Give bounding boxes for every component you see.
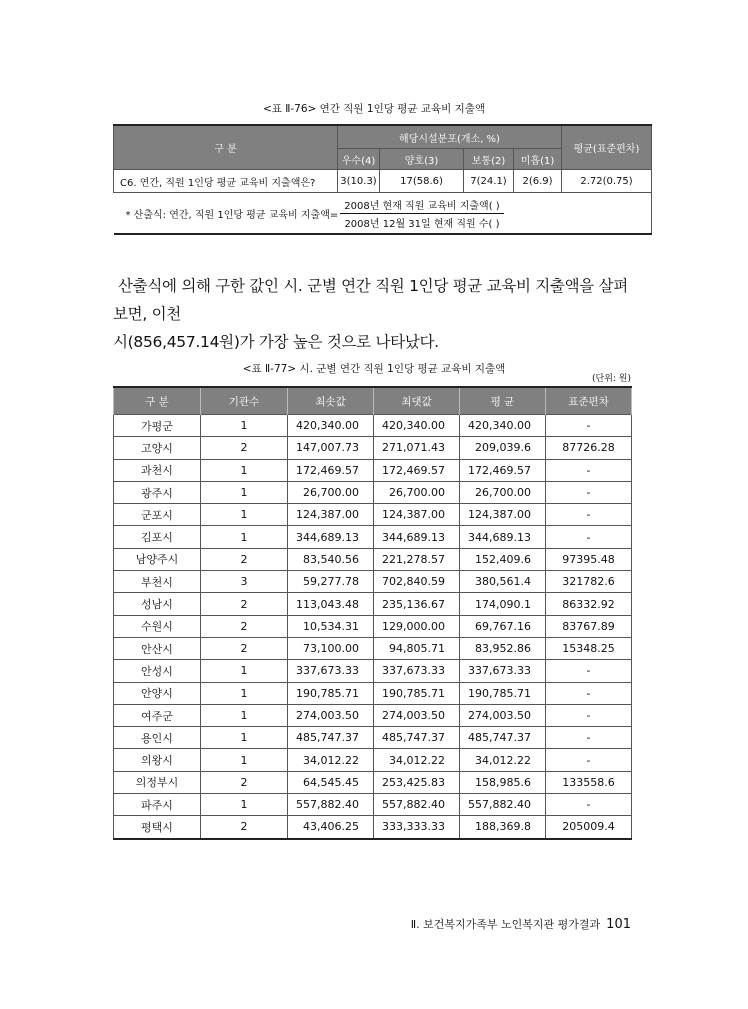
cell-region: 군포시 — [114, 504, 201, 526]
cell-min: 43,406.25 — [288, 816, 374, 839]
table76-value: 3(10.3) — [338, 170, 380, 193]
cell-sd: - — [546, 727, 632, 749]
table-row — [114, 749, 632, 771]
cell-count: 1 — [201, 794, 288, 816]
cell-count: 1 — [201, 682, 288, 704]
cell-min: 485,747.37 — [288, 727, 374, 749]
cell-sd: 133558.6 — [546, 771, 632, 793]
cell-region: 의정부시 — [114, 771, 201, 793]
cell-count: 2 — [201, 637, 288, 659]
cell-mean: 344,689.13 — [460, 526, 546, 548]
cell-max: 94,805.71 — [374, 637, 460, 659]
cell-count: 1 — [201, 504, 288, 526]
cell-mean: 158,985.6 — [460, 771, 546, 793]
cell-count: 1 — [201, 415, 288, 437]
cell-mean: 337,673.33 — [460, 660, 546, 682]
table-row — [114, 771, 632, 793]
cell-min: 420,340.00 — [288, 415, 374, 437]
cell-region: 안산시 — [114, 637, 201, 659]
table-row — [114, 615, 632, 637]
table-row — [114, 571, 632, 593]
formula-denominator: 2008년 12월 31일 현재 직원 수( ) — [344, 218, 500, 230]
cell-sd: 86332.92 — [546, 593, 632, 615]
cell-count: 1 — [201, 526, 288, 548]
formula-fraction — [340, 197, 503, 230]
table76-subheader: 미흡(1) — [514, 149, 562, 170]
paragraph-line-1: 산출식에 의해 구한 값인 시. 군별 연간 직원 1인당 평균 교육비 지출액을 살펴보면, 이천 — [113, 277, 628, 323]
cell-region: 광주시 — [114, 481, 201, 503]
cell-min: 274,003.50 — [288, 704, 374, 726]
table-row — [114, 816, 632, 839]
cell-mean: 34,012.22 — [460, 749, 546, 771]
table-row — [114, 504, 632, 526]
cell-min: 10,534.31 — [288, 615, 374, 637]
formula-numerator: 2008년 현재 직원 교육비 지출액( ) — [340, 197, 503, 214]
table76-value: 17(58.6) — [380, 170, 464, 193]
table77-unit: (단위: 원) — [592, 374, 631, 384]
table76-question: C6. 연간, 직원 1인당 평균 교육비 지출액은? — [114, 170, 338, 193]
cell-region: 파주시 — [114, 794, 201, 816]
cell-max: 190,785.71 — [374, 682, 460, 704]
table-row — [114, 526, 632, 548]
paragraph-line-2: 시(856,457.14원)가 가장 높은 것으로 나타났다. — [113, 333, 439, 351]
table76-subheader: 우수(4) — [338, 149, 380, 170]
cell-count: 2 — [201, 437, 288, 459]
cell-count: 1 — [201, 704, 288, 726]
cell-sd: 87726.28 — [546, 437, 632, 459]
cell-mean: 557,882.40 — [460, 794, 546, 816]
cell-region: 여주군 — [114, 704, 201, 726]
cell-max: 235,136.67 — [374, 593, 460, 615]
cell-max: 485,747.37 — [374, 727, 460, 749]
cell-count: 1 — [201, 749, 288, 771]
formula-prefix: * 산출식: 연간, 직원 1인당 평균 교육비 지출액= — [125, 209, 339, 221]
cell-max: 253,425.83 — [374, 771, 460, 793]
table76-value: 2(6.9) — [514, 170, 562, 193]
cell-sd: 15348.25 — [546, 637, 632, 659]
cell-min: 172,469.57 — [288, 459, 374, 481]
cell-count: 1 — [201, 481, 288, 503]
cell-count: 2 — [201, 548, 288, 570]
cell-sd: - — [546, 682, 632, 704]
table76-header-avg: 평균(표준편차) — [562, 125, 652, 170]
cell-count: 1 — [201, 660, 288, 682]
table77-header: 최솟값 — [288, 387, 374, 415]
table76-avg: 2.72(0.75) — [562, 170, 652, 193]
table76-subheader: 보통(2) — [464, 149, 514, 170]
cell-sd: - — [546, 504, 632, 526]
cell-mean: 209,039.6 — [460, 437, 546, 459]
cell-mean: 190,785.71 — [460, 682, 546, 704]
cell-region: 김포시 — [114, 526, 201, 548]
cell-max: 274,003.50 — [374, 704, 460, 726]
table-row — [114, 459, 632, 481]
cell-mean: 174,090.1 — [460, 593, 546, 615]
cell-region: 과천시 — [114, 459, 201, 481]
cell-sd: - — [546, 415, 632, 437]
cell-max: 702,840.59 — [374, 571, 460, 593]
cell-count: 2 — [201, 816, 288, 839]
cell-region: 남양주시 — [114, 548, 201, 570]
cell-mean: 188,369.8 — [460, 816, 546, 839]
cell-min: 26,700.00 — [288, 481, 374, 503]
cell-max: 420,340.00 — [374, 415, 460, 437]
table77-header: 최댓값 — [374, 387, 460, 415]
cell-min: 124,387.00 — [288, 504, 374, 526]
table76-caption: <표 Ⅱ-76> 연간 직원 1인당 평균 교육비 지출액 — [262, 103, 486, 115]
cell-region: 가평군 — [114, 415, 201, 437]
cell-count: 2 — [201, 593, 288, 615]
footer-section: Ⅱ. 보건복지가족부 노인복지관 평가결과 — [410, 918, 601, 931]
body-paragraph — [113, 272, 633, 356]
table76-header-group: 구 분 — [114, 125, 338, 170]
cell-count: 2 — [201, 615, 288, 637]
table76-header-dist: 해당시설분포(개소, %) — [338, 125, 562, 149]
cell-min: 83,540.56 — [288, 548, 374, 570]
cell-max: 337,673.33 — [374, 660, 460, 682]
cell-region: 안양시 — [114, 682, 201, 704]
table77-caption: <표 Ⅱ-77> 시. 군별 연간 직원 1인당 평균 교육비 지출액 — [242, 363, 506, 375]
cell-min: 190,785.71 — [288, 682, 374, 704]
table77-header: 평 균 — [460, 387, 546, 415]
table77-header: 기관수 — [201, 387, 288, 415]
table76-value: 7(24.1) — [464, 170, 514, 193]
cell-sd: 83767.89 — [546, 615, 632, 637]
cell-mean: 485,747.37 — [460, 727, 546, 749]
table-row — [114, 415, 632, 437]
cell-sd: - — [546, 481, 632, 503]
table76 — [113, 124, 652, 235]
table-row — [114, 548, 632, 570]
cell-max: 34,012.22 — [374, 749, 460, 771]
table-row — [114, 481, 632, 503]
cell-region: 안성시 — [114, 660, 201, 682]
table76-formula — [114, 193, 652, 235]
cell-max: 333,333.33 — [374, 816, 460, 839]
table-row — [114, 637, 632, 659]
cell-sd: - — [546, 526, 632, 548]
table-row — [114, 660, 632, 682]
cell-mean: 274,003.50 — [460, 704, 546, 726]
cell-min: 64,545.45 — [288, 771, 374, 793]
cell-region: 의왕시 — [114, 749, 201, 771]
table-row — [114, 437, 632, 459]
cell-region: 용인시 — [114, 727, 201, 749]
page-footer — [411, 916, 631, 932]
cell-region: 부천시 — [114, 571, 201, 593]
table77-header: 표준편차 — [546, 387, 632, 415]
cell-max: 26,700.00 — [374, 481, 460, 503]
cell-sd: - — [546, 704, 632, 726]
cell-max: 344,689.13 — [374, 526, 460, 548]
cell-mean: 124,387.00 — [460, 504, 546, 526]
page-number: 101 — [606, 917, 631, 932]
cell-min: 337,673.33 — [288, 660, 374, 682]
cell-mean: 69,767.16 — [460, 615, 546, 637]
cell-region: 평택시 — [114, 816, 201, 839]
cell-region: 수원시 — [114, 615, 201, 637]
cell-max: 271,071.43 — [374, 437, 460, 459]
cell-sd: 205009.4 — [546, 816, 632, 839]
cell-region: 고양시 — [114, 437, 201, 459]
cell-mean: 26,700.00 — [460, 481, 546, 503]
cell-sd: - — [546, 794, 632, 816]
cell-mean: 380,561.4 — [460, 571, 546, 593]
cell-count: 1 — [201, 727, 288, 749]
table-row — [114, 593, 632, 615]
cell-region: 성남시 — [114, 593, 201, 615]
cell-max: 172,469.57 — [374, 459, 460, 481]
cell-count: 2 — [201, 771, 288, 793]
cell-min: 113,043.48 — [288, 593, 374, 615]
cell-mean: 152,409.6 — [460, 548, 546, 570]
cell-max: 124,387.00 — [374, 504, 460, 526]
table-row — [114, 704, 632, 726]
cell-sd: - — [546, 660, 632, 682]
cell-min: 34,012.22 — [288, 749, 374, 771]
cell-sd: - — [546, 459, 632, 481]
cell-sd: - — [546, 749, 632, 771]
cell-count: 1 — [201, 459, 288, 481]
table-row — [114, 682, 632, 704]
cell-mean: 420,340.00 — [460, 415, 546, 437]
cell-min: 59,277.78 — [288, 571, 374, 593]
cell-max: 557,882.40 — [374, 794, 460, 816]
table77-header: 구 분 — [114, 387, 201, 415]
table76-subheader: 양호(3) — [380, 149, 464, 170]
table-row — [114, 727, 632, 749]
cell-min: 73,100.00 — [288, 637, 374, 659]
cell-max: 129,000.00 — [374, 615, 460, 637]
cell-sd: 97395.48 — [546, 548, 632, 570]
cell-mean: 83,952.86 — [460, 637, 546, 659]
cell-min: 147,007.73 — [288, 437, 374, 459]
cell-mean: 172,469.57 — [460, 459, 546, 481]
cell-max: 221,278.57 — [374, 548, 460, 570]
cell-min: 344,689.13 — [288, 526, 374, 548]
cell-count: 3 — [201, 571, 288, 593]
cell-sd: 321782.6 — [546, 571, 632, 593]
table77 — [113, 386, 632, 840]
cell-min: 557,882.40 — [288, 794, 374, 816]
table-row — [114, 794, 632, 816]
